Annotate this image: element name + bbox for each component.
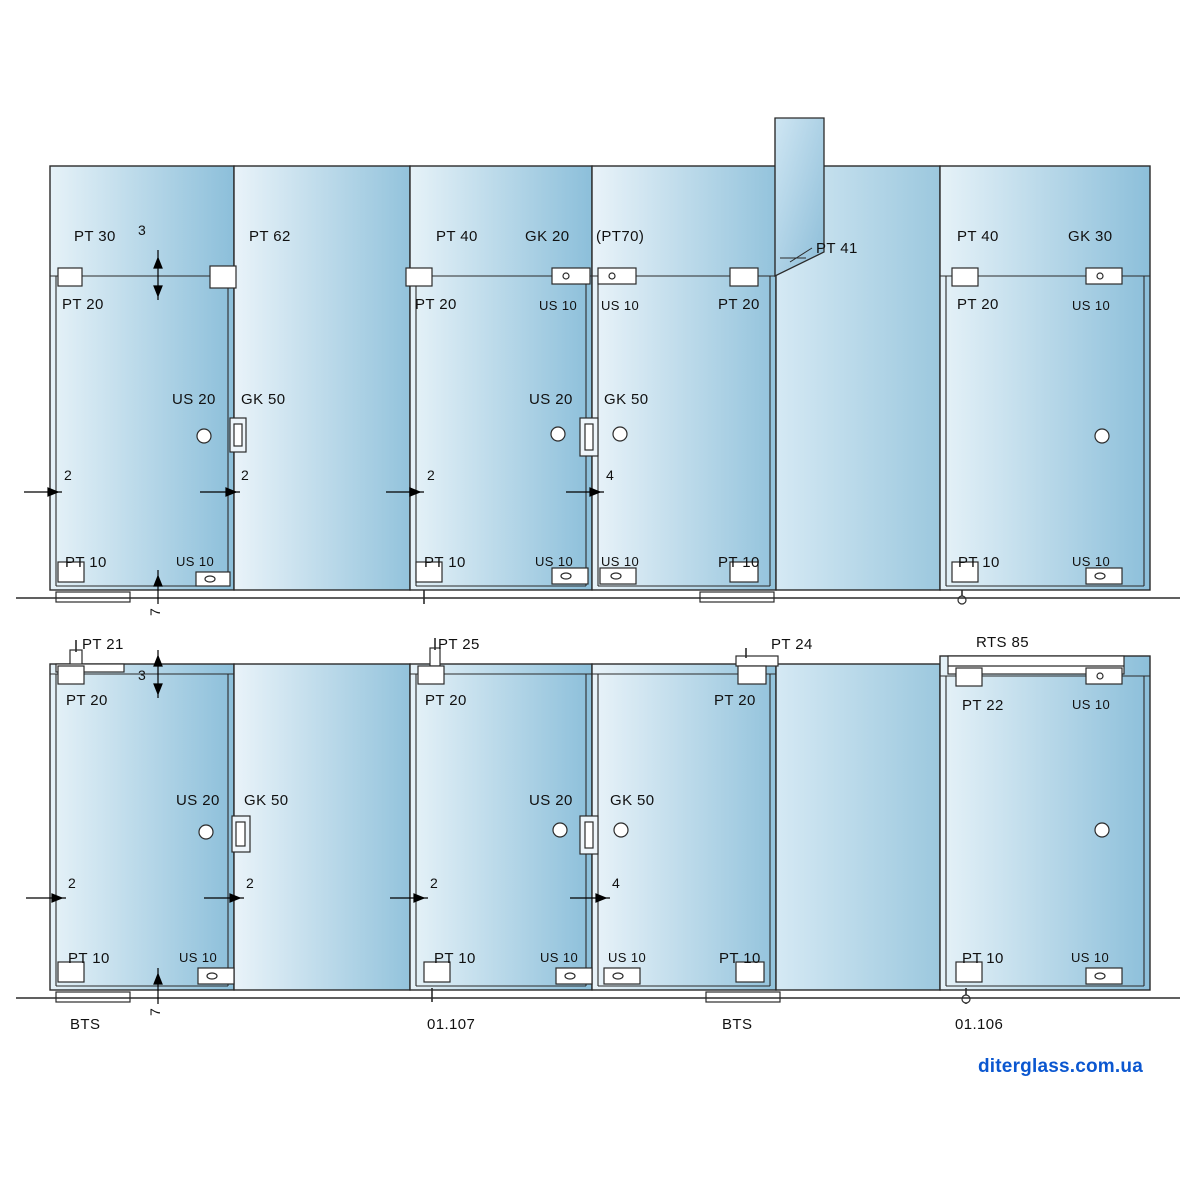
label-pt10-a: PT 10 bbox=[65, 554, 107, 571]
label-gk50-c: GK 50 bbox=[244, 792, 289, 809]
label-pt70: (PT70) bbox=[596, 228, 645, 245]
caption-bts-left: BTS bbox=[70, 1016, 101, 1033]
label-pt20-f: PT 20 bbox=[425, 692, 467, 709]
label-pt10-h: PT 10 bbox=[962, 950, 1004, 967]
label-gk50-b: GK 50 bbox=[604, 391, 649, 408]
dimension-2-b: 2 bbox=[241, 467, 250, 483]
label-us10-g: US 10 bbox=[1072, 554, 1111, 569]
label-pt22: PT 22 bbox=[962, 697, 1004, 714]
label-pt10-b: PT 10 bbox=[424, 554, 466, 571]
label-pt20-a: PT 20 bbox=[62, 296, 104, 313]
caption-code-01107: 01.107 bbox=[427, 1016, 476, 1033]
label-pt21: PT 21 bbox=[82, 636, 124, 653]
dimension-2-e: 2 bbox=[246, 875, 255, 891]
label-us10-d: US 10 bbox=[176, 554, 215, 569]
label-pt25: PT 25 bbox=[438, 636, 480, 653]
label-pt40-b: PT 40 bbox=[957, 228, 999, 245]
label-pt20-d: PT 20 bbox=[957, 296, 999, 313]
label-us10-h: US 10 bbox=[1072, 697, 1111, 712]
label-gk20: GK 20 bbox=[525, 228, 570, 245]
label-pt10-g: PT 10 bbox=[719, 950, 761, 967]
label-pt41: PT 41 bbox=[816, 240, 858, 257]
label-us10-i: US 10 bbox=[179, 950, 218, 965]
caption-bts-right: BTS bbox=[722, 1016, 753, 1033]
label-pt20-b: PT 20 bbox=[415, 296, 457, 313]
label-us20-a: US 20 bbox=[172, 391, 216, 408]
dimension-7-top: 7 bbox=[147, 607, 163, 616]
dimension-2-c: 2 bbox=[427, 467, 436, 483]
label-pt20-e: PT 20 bbox=[66, 692, 108, 709]
label-us20-c: US 20 bbox=[176, 792, 220, 809]
label-pt20-c: PT 20 bbox=[718, 296, 760, 313]
label-us10-e: US 10 bbox=[535, 554, 574, 569]
dimension-4-a: 4 bbox=[606, 467, 615, 483]
label-us10-j: US 10 bbox=[540, 950, 579, 965]
dimension-2-d: 2 bbox=[68, 875, 77, 891]
label-pt10-d: PT 10 bbox=[958, 554, 1000, 571]
label-us10-k: US 10 bbox=[608, 950, 647, 965]
label-us10-f: US 10 bbox=[601, 554, 640, 569]
site-watermark: diterglass.com.ua bbox=[978, 1056, 1143, 1077]
label-pt10-f: PT 10 bbox=[434, 950, 476, 967]
caption-code-01106: 01.106 bbox=[955, 1016, 1004, 1033]
label-gk30: GK 30 bbox=[1068, 228, 1113, 245]
dimension-2-a: 2 bbox=[64, 467, 73, 483]
label-rts85: RTS 85 bbox=[976, 634, 1029, 651]
label-pt20-g: PT 20 bbox=[714, 692, 756, 709]
dimension-7-bottom: 7 bbox=[147, 1007, 163, 1016]
label-us10-l: US 10 bbox=[1071, 950, 1110, 965]
label-gk50-d: GK 50 bbox=[610, 792, 655, 809]
label-pt10-c: PT 10 bbox=[718, 554, 760, 571]
label-pt40-a: PT 40 bbox=[436, 228, 478, 245]
label-pt30: PT 30 bbox=[74, 228, 116, 245]
dimension-3-top: 3 bbox=[138, 222, 147, 238]
dimension-3-bottom: 3 bbox=[138, 667, 147, 683]
dimension-2-f: 2 bbox=[430, 875, 439, 891]
label-us10-a: US 10 bbox=[539, 298, 578, 313]
label-us20-d: US 20 bbox=[529, 792, 573, 809]
label-us10-b: US 10 bbox=[601, 298, 640, 313]
label-pt62: PT 62 bbox=[249, 228, 291, 245]
label-us20-b: US 20 bbox=[529, 391, 573, 408]
dimension-4-b: 4 bbox=[612, 875, 621, 891]
label-pt10-e: PT 10 bbox=[68, 950, 110, 967]
label-pt24: PT 24 bbox=[771, 636, 813, 653]
label-gk50-a: GK 50 bbox=[241, 391, 286, 408]
label-us10-c: US 10 bbox=[1072, 298, 1111, 313]
